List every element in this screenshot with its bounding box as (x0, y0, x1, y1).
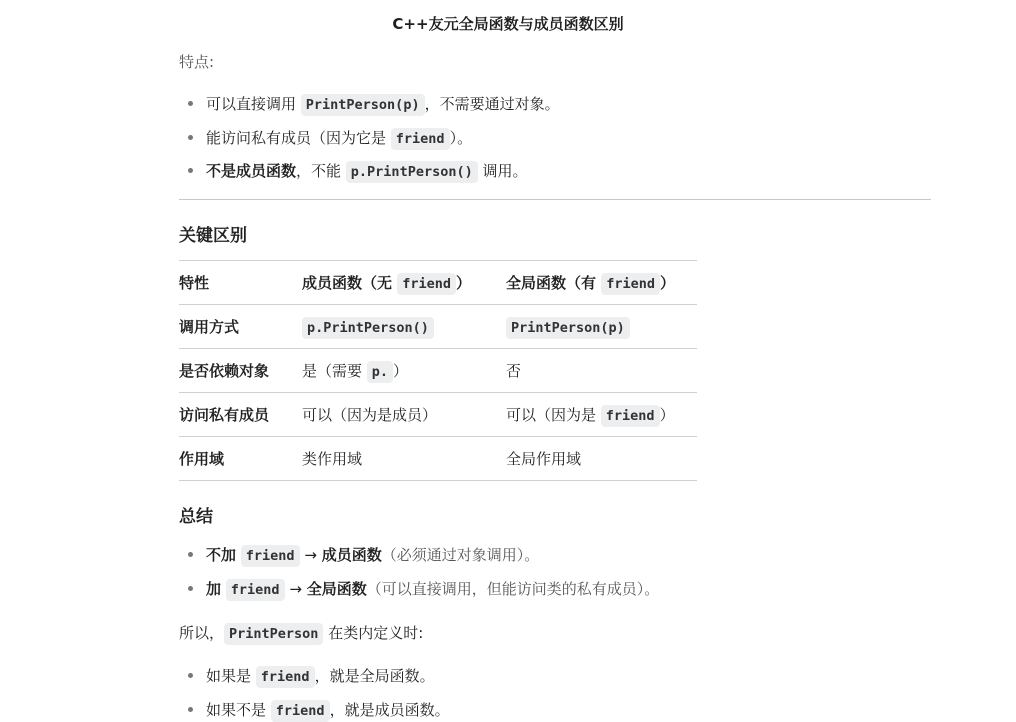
comparison-table (179, 260, 697, 481)
table-cell (506, 305, 697, 349)
bullet-dot (188, 586, 193, 591)
feature-item (206, 160, 528, 181)
section-heading-diff: 关键区别 (179, 226, 247, 246)
inline-code: friend (226, 579, 285, 601)
section-heading-summary: 总结 (179, 507, 213, 527)
summary-item: 不加 friend → 成员函数（必须通过对象调用）。 (206, 544, 539, 565)
table-row (179, 437, 697, 481)
summary-item: 加 friend → 全局函数（可以直接调用，但能访问类的私有成员）。 (206, 578, 659, 599)
bullet-dot (188, 135, 193, 140)
inline-code: PrintPerson (224, 623, 323, 645)
conclusion-text: 所以， PrintPerson 在类内定义时: (179, 622, 423, 643)
arrow-icon: → (289, 580, 302, 598)
table-cell: 类作用域 (302, 437, 506, 481)
divider (179, 199, 931, 200)
row-label: 访问私有成员 (179, 393, 302, 437)
inline-code: p.PrintPerson() (346, 161, 478, 183)
feature-item (206, 127, 472, 148)
conclusion-item: 如果不是 friend ，就是成员函数。 (206, 699, 450, 720)
bullet-dot (188, 552, 193, 557)
text: ，不能 (296, 162, 346, 180)
header-cell: 全局函数（有 friend ） (506, 261, 697, 305)
feature-item (206, 93, 560, 114)
table-cell: 全局作用域 (506, 437, 697, 481)
row-label: 调用方式 (179, 305, 302, 349)
inline-code: PrintPerson(p) (506, 317, 630, 339)
header-cell: 特性 (179, 261, 302, 305)
inline-code: friend (241, 545, 300, 567)
features-label: 特点: (179, 53, 215, 71)
arrow-icon: → (304, 546, 317, 564)
text: ，不需要通过对象。 (424, 95, 560, 113)
inline-code: PrintPerson(p) (301, 94, 425, 116)
inline-code: friend (601, 273, 660, 295)
inline-code: friend (391, 128, 450, 150)
page-title: C++友元全局函数与成员函数区别 (392, 15, 624, 33)
inline-code: friend (271, 700, 330, 722)
table-header-row (179, 261, 697, 305)
table-cell: 可以（因为是成员） (302, 393, 506, 437)
inline-code: p.PrintPerson() (302, 317, 434, 339)
inline-code: friend (397, 273, 456, 295)
table-row (179, 349, 697, 393)
table-cell: 可以（因为是 friend ） (506, 393, 697, 437)
row-label: 是否依赖对象 (179, 349, 302, 393)
bullet-dot (188, 707, 193, 712)
bullet-dot (188, 168, 193, 173)
header-cell: 成员函数（无 friend ） (302, 261, 506, 305)
bullet-dot (188, 101, 193, 106)
table-cell: 否 (506, 349, 697, 393)
conclusion-item: 如果是 friend ，就是全局函数。 (206, 665, 435, 686)
inline-code: p. (367, 361, 393, 383)
row-label: 作用域 (179, 437, 302, 481)
bold-text: 不是成员函数 (206, 162, 297, 180)
table-cell (302, 305, 506, 349)
inline-code: friend (256, 666, 315, 688)
table-row (179, 305, 697, 349)
text: 可以直接调用 (206, 95, 301, 113)
table-cell: 是（需要 p. ） (302, 349, 506, 393)
text: ）。 (449, 129, 473, 147)
table-row (179, 393, 697, 437)
inline-code: friend (601, 405, 660, 427)
bullet-dot (188, 673, 193, 678)
text: 调用。 (477, 162, 528, 180)
text: 能访问私有成员（因为它是 (206, 129, 391, 147)
